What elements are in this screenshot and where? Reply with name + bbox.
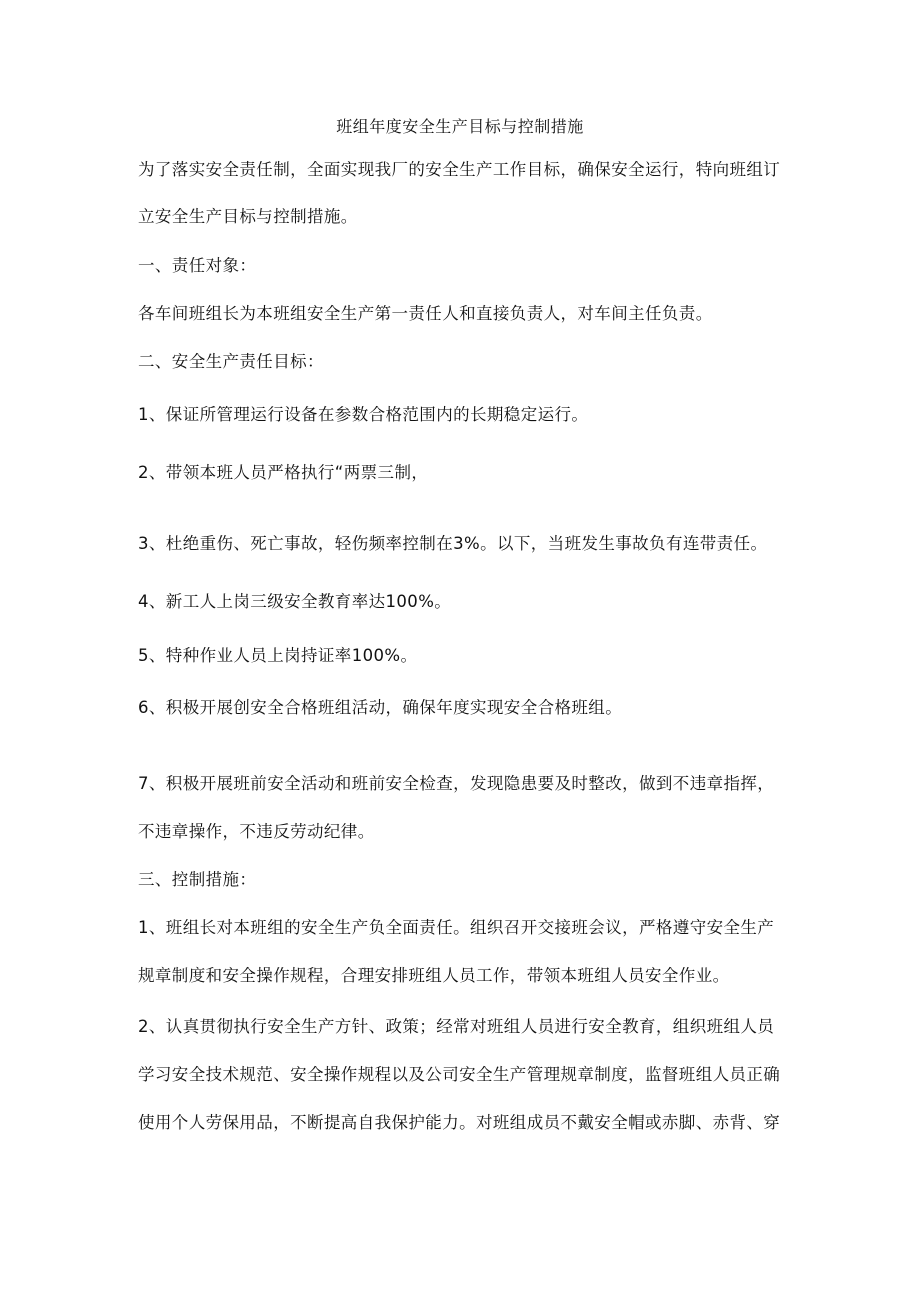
list-item: 1、班组长对本班组的安全生产负全面责任。组织召开交接班会议，严格遵守安全生产 [138, 918, 775, 937]
paragraph-line: 各车间班组长为本班组安全生产第一责任人和直接负责人，对车间主任负责。 [138, 304, 713, 323]
list-item: 2、带领本班人员严格执行“两票三制， [138, 463, 429, 482]
list-item: 7、积极开展班前安全活动和班前安全检查，发现隐患要及时整改，做到不违章指挥， [138, 774, 775, 793]
section-heading: 三、控制措施： [138, 870, 257, 889]
section-heading: 一、责任对象： [138, 256, 257, 275]
paragraph-line: 为了落实安全责任制，全面实现我厂的安全生产工作目标，确保安全运行，特向班组订 [138, 160, 781, 179]
list-item-continuation: 规章制度和安全操作规程，合理安排班组人员工作，带领本班组人员安全作业。 [138, 966, 730, 985]
list-item: 3、杜绝重伤、死亡事故，轻伤频率控制在3%。以下，当班发生事故负有连带责任。 [138, 534, 768, 553]
document-title: 班组年度安全生产目标与控制措施 [336, 117, 584, 136]
paragraph-line: 立安全生产目标与控制措施。 [138, 207, 358, 226]
list-item: 5、特种作业人员上岗持证率100%。 [138, 646, 418, 665]
list-item: 6、积极开展创安全合格班组活动，确保年度实现安全合格班组。 [138, 698, 623, 717]
list-item-continuation: 学习安全技术规范、安全操作规程以及公司安全生产管理规章制度，监督班组人员正确 [138, 1065, 781, 1084]
list-item-continuation: 使用个人劳保用品，不断提高自我保护能力。对班组成员不戴安全帽或赤脚、赤背、穿 [138, 1113, 781, 1132]
list-item: 1、保证所管理运行设备在参数合格范围内的长期稳定运行。 [138, 405, 589, 424]
section-heading: 二、安全生产责任目标： [138, 352, 324, 371]
list-item: 4、新工人上岗三级安全教育率达100%。 [138, 592, 452, 611]
list-item: 2、认真贯彻执行安全生产方针、政策；经常对班组人员进行安全教育，组织班组人员 [138, 1017, 775, 1036]
list-item-continuation: 不违章操作，不违反劳动纪律。 [138, 822, 375, 841]
